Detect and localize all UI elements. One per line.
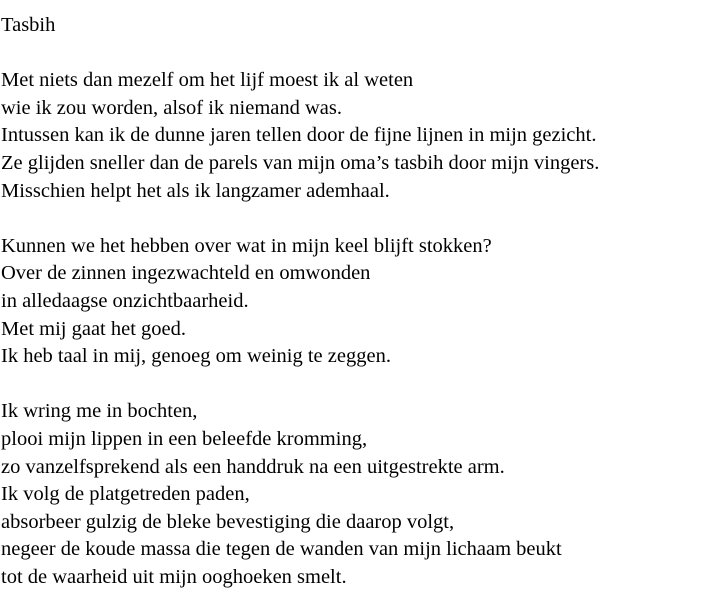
stanza-gap <box>1 40 703 68</box>
stanza-gap <box>1 371 703 399</box>
stanza-gap <box>1 205 703 233</box>
poem-line: Ik wring me in bochten, <box>1 400 198 423</box>
poem-line: Met niets dan mezelf om het lijf moest ik al weten <box>1 69 414 92</box>
poem-document <box>1 12 703 591</box>
poem-line: negeer de koude massa die tegen de wanden van mijn lichaam beukt <box>1 538 562 561</box>
poem-line: wie ik zou worden, alsof ik niemand was. <box>1 96 343 119</box>
poem-line: Intussen kan ik de dunne jaren tellen door de fijne lijnen in mijn gezicht. <box>1 124 597 147</box>
poem-title: Tasbih <box>1 14 56 36</box>
poem-line: Ik heb taal in mij, genoeg om weinig te zeggen. <box>1 345 391 368</box>
poem-line: plooi mijn lippen in een beleefde kromming, <box>1 427 368 450</box>
poem-line: Ze glijden sneller dan de parels van mijn oma’s tasbih door mijn vingers. <box>1 151 600 174</box>
poem-line: Ik volg de platgetreden paden, <box>1 483 250 506</box>
poem-line: zo vanzelfsprekend als een handdruk na een uitgestrekte arm. <box>1 455 505 478</box>
poem-line: tot de waarheid uit mijn ooghoeken smelt. <box>1 565 347 588</box>
stanza-1 <box>1 67 703 205</box>
poem-line: Kunnen we het hebben over wat in mijn keel blijft stokken? <box>1 234 492 257</box>
stanza-3 <box>1 398 703 591</box>
poem-line: Misschien helpt het als ik langzamer ademhaal. <box>1 179 390 202</box>
poem-line: Over de zinnen ingezwachteld en omwonden <box>1 262 371 285</box>
poem-line: in alledaagse onzichtbaarheid. <box>1 289 249 312</box>
stanza-2 <box>1 233 703 371</box>
poem-line: Met mij gaat het goed. <box>1 317 187 340</box>
poem-line: absorbeer gulzig de bleke bevestiging die daarop volgt, <box>1 510 455 533</box>
